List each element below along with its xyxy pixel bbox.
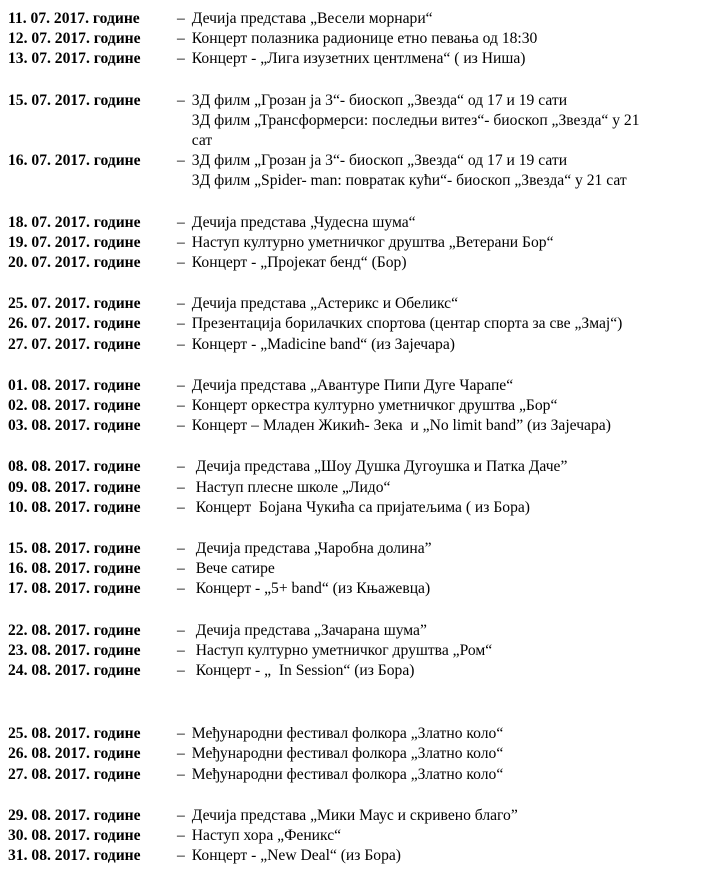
entry-line: Дечија представа „Мики Маус и скривено благо”	[191, 806, 518, 824]
entry-description	[192, 846, 707, 866]
entry-description	[192, 765, 707, 785]
schedule-entry	[8, 539, 707, 559]
entry-line: сат	[191, 132, 213, 150]
schedule-group	[8, 376, 707, 437]
entry-description	[192, 396, 707, 416]
schedule-entry	[8, 376, 707, 396]
entry-date: 18. 07. 2017. године	[8, 213, 141, 231]
entry-description	[192, 641, 707, 661]
schedule-entry	[8, 416, 707, 436]
entry-date: 08. 08. 2017. године	[8, 458, 141, 476]
entry-line: Наступ културно уметничког друштва „Ветерани Бор“	[191, 233, 554, 251]
entry-line: 3Д филм „Грозан ја 3“- биоскоп „Звезда“ од 17 и 19 сати	[191, 152, 568, 170]
entry-line: Концерт - „Madicine band“ (из Зајечара)	[191, 335, 455, 353]
entry-date: 17. 08. 2017. године	[8, 580, 141, 598]
schedule-entry	[8, 253, 707, 273]
dash-separator: –	[177, 295, 185, 313]
entry-description	[192, 314, 707, 334]
schedule-entry	[8, 335, 707, 355]
schedule-entry	[8, 29, 707, 49]
schedule-entry	[8, 151, 707, 191]
schedule-group	[8, 457, 707, 518]
schedule-group	[8, 621, 707, 682]
schedule-group	[8, 724, 707, 785]
dash-separator: –	[177, 540, 185, 558]
entry-description	[192, 253, 707, 273]
dash-separator: –	[177, 662, 185, 680]
entry-description	[192, 826, 707, 846]
schedule-entry	[8, 396, 707, 416]
entry-line: Међународни фестивал фолкора „Златно коло“	[191, 765, 504, 783]
schedule-entry	[8, 49, 707, 69]
entry-date: 25. 07. 2017. године	[8, 295, 141, 313]
schedule-entry	[8, 765, 707, 785]
entry-line: Концерт Бојана Чукића са пријатељима ( из Бора)	[191, 498, 530, 516]
entry-line: Концерт - „Пројекат бенд“ (Бор)	[191, 254, 407, 272]
entry-description	[192, 806, 707, 826]
entry-description	[192, 498, 707, 518]
schedule-entry	[8, 233, 707, 253]
entry-description	[192, 213, 707, 233]
entry-description	[192, 457, 707, 477]
dash-separator: –	[177, 10, 185, 27]
schedule-entry	[8, 9, 707, 29]
dash-separator: –	[177, 498, 185, 516]
schedule-group	[8, 539, 707, 600]
schedule-group	[8, 294, 707, 355]
entry-description	[192, 744, 707, 764]
entry-date: 31. 08. 2017. године	[8, 847, 141, 865]
entry-date: 11. 07. 2017. године	[8, 10, 140, 27]
entry-line: Дечија представа „Шоу Душка Дугоушка и Патка Даче”	[191, 458, 568, 476]
entry-line: Дечија представа „Весели морнари“	[191, 10, 433, 27]
dash-separator: –	[177, 580, 185, 598]
entry-date: 15. 07. 2017. године	[8, 91, 141, 109]
entry-line: Наступ културно уметничког друштва „Ром“	[191, 641, 493, 659]
entry-line: Дечија представа „Чудесна шума“	[191, 213, 416, 231]
dash-separator: –	[177, 560, 185, 578]
entry-line: Дечија представа „Зачарана шума”	[191, 621, 427, 639]
entry-description	[192, 724, 707, 744]
schedule-entry	[8, 314, 707, 334]
entry-date: 16. 08. 2017. године	[8, 560, 141, 578]
entry-line: Вече сатире	[191, 560, 275, 578]
entry-date: 23. 08. 2017. године	[8, 641, 141, 659]
entry-line: Концерт - „New Deal“ (из Бора)	[191, 847, 402, 865]
entry-date: 25. 08. 2017. године	[8, 725, 141, 743]
dash-separator: –	[177, 213, 185, 231]
entry-line: Међународни фестивал фолкора „Златно коло“	[191, 745, 504, 763]
entry-description	[192, 559, 707, 579]
entry-line: Међународни фестивал фолкора „Златно коло“	[191, 725, 504, 743]
schedule-entry	[8, 498, 707, 518]
event-schedule	[8, 9, 707, 867]
dash-separator: –	[177, 745, 185, 763]
entry-description	[192, 91, 707, 152]
entry-date: 03. 08. 2017. године	[8, 417, 141, 435]
schedule-entry	[8, 661, 707, 681]
entry-description	[192, 478, 707, 498]
dash-separator: –	[177, 725, 185, 743]
entry-description	[192, 9, 707, 29]
schedule-group	[8, 9, 707, 70]
dash-separator: –	[177, 152, 185, 170]
entry-date: 30. 08. 2017. године	[8, 827, 141, 845]
entry-line: Концерт - „5+ band“ (из Књажевца)	[191, 580, 431, 598]
dash-separator: –	[177, 335, 185, 353]
entry-date: 10. 08. 2017. године	[8, 498, 141, 516]
dash-separator: –	[177, 847, 185, 865]
entry-line: Презентација борилачких спортова (центар спорта за све „Змај“)	[191, 315, 623, 333]
entry-line: Наступ плесне школе „Лидо“	[191, 478, 391, 496]
entry-date: 22. 08. 2017. године	[8, 621, 141, 639]
entry-line: Наступ хора „Феникс“	[191, 827, 342, 845]
entry-description	[192, 539, 707, 559]
entry-date: 01. 08. 2017. године	[8, 376, 141, 394]
dash-separator: –	[177, 478, 185, 496]
dash-separator: –	[177, 397, 185, 415]
dash-separator: –	[177, 621, 185, 639]
entry-line: 3Д филм „Трансформерси: последњи витез“- биоскоп „Звезда“ у 21	[191, 111, 640, 129]
entry-description	[192, 376, 707, 396]
entry-date: 12. 07. 2017. године	[8, 30, 141, 48]
entry-line: Концерт – Младен Жикић- Зека и „No limit band” (из Зајечара)	[191, 417, 611, 435]
entry-line: Концерт - „ In Session“ (из Бора)	[191, 662, 415, 680]
dash-separator: –	[177, 233, 185, 251]
entry-line: Концерт полазника радионице етно певања од 18:30	[191, 30, 538, 48]
dash-separator: –	[177, 458, 185, 476]
schedule-entry	[8, 724, 707, 744]
entry-line: Дечија представа „Авантуре Пипи Дуге Чарапе“	[191, 376, 514, 394]
schedule-entry	[8, 294, 707, 314]
dash-separator: –	[177, 417, 185, 435]
entry-description	[192, 579, 707, 599]
dash-separator: –	[177, 765, 185, 783]
entry-description	[192, 233, 707, 253]
dash-separator: –	[177, 254, 185, 272]
entry-date: 19. 07. 2017. године	[8, 233, 141, 251]
entry-line: Концерт - „Лига изузетних центлмена“ ( из Ниша)	[191, 50, 526, 68]
schedule-entry	[8, 213, 707, 233]
entry-date: 27. 07. 2017. године	[8, 335, 141, 353]
entry-date: 24. 08. 2017. године	[8, 662, 141, 680]
schedule-entry	[8, 806, 707, 826]
dash-separator: –	[177, 806, 185, 824]
dash-separator: –	[177, 641, 185, 659]
entry-date: 15. 08. 2017. године	[8, 540, 141, 558]
schedule-entry	[8, 846, 707, 866]
dash-separator: –	[177, 30, 185, 48]
entry-description	[192, 661, 707, 681]
schedule-entry	[8, 826, 707, 846]
entry-line: Концерт оркестра културно уметничког друштва „Бор“	[191, 397, 558, 415]
entry-date: 27. 08. 2017. године	[8, 765, 141, 783]
entry-date: 26. 07. 2017. године	[8, 315, 141, 333]
entry-date: 13. 07. 2017. године	[8, 50, 141, 68]
entry-line: Дечија представа „Чаробна долина”	[191, 540, 432, 558]
schedule-group	[8, 213, 707, 274]
entry-date: 26. 08. 2017. године	[8, 745, 141, 763]
entry-line: Дечија представа „Астерикс и Обеликс“	[191, 295, 459, 313]
entry-description	[192, 151, 707, 191]
entry-line: 3Д филм „Spider- man: повратак кући“- биоскоп „Звезда“ у 21 сат	[191, 172, 627, 190]
entry-date: 02. 08. 2017. године	[8, 397, 141, 415]
dash-separator: –	[177, 376, 185, 394]
entry-description	[192, 416, 707, 436]
schedule-entry	[8, 744, 707, 764]
dash-separator: –	[177, 50, 185, 68]
entry-date: 16. 07. 2017. године	[8, 152, 141, 170]
entry-description	[192, 294, 707, 314]
schedule-entry	[8, 641, 707, 661]
schedule-entry	[8, 621, 707, 641]
entry-line: 3Д филм „Грозан ја 3“- биоскоп „Звезда“ од 17 и 19 сати	[191, 91, 568, 109]
entry-description	[192, 49, 707, 69]
entry-description	[192, 29, 707, 49]
dash-separator: –	[177, 315, 185, 333]
entry-date: 09. 08. 2017. године	[8, 478, 141, 496]
entry-date: 20. 07. 2017. године	[8, 254, 141, 272]
schedule-entry	[8, 457, 707, 477]
entry-date: 29. 08. 2017. године	[8, 806, 141, 824]
schedule-entry	[8, 579, 707, 599]
schedule-entry	[8, 478, 707, 498]
schedule-entry	[8, 559, 707, 579]
dash-separator: –	[177, 91, 185, 109]
entry-description	[192, 335, 707, 355]
schedule-entry	[8, 91, 707, 152]
schedule-group	[8, 806, 707, 867]
schedule-group	[8, 91, 707, 192]
entry-description	[192, 621, 707, 641]
dash-separator: –	[177, 827, 185, 845]
